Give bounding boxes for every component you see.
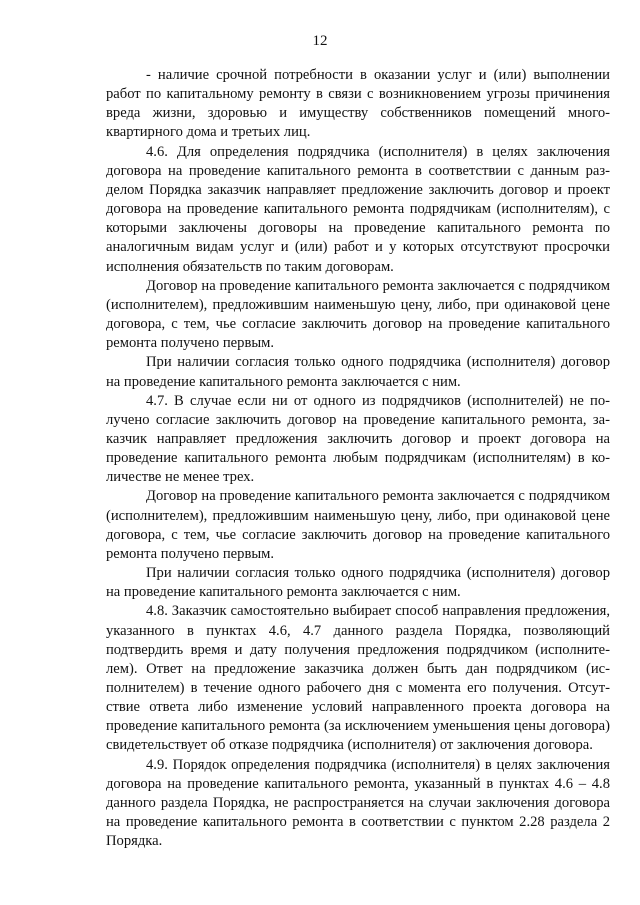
paragraph-4-7: 4.7. В случае если ни от одного из подрядчиков (исполнителей) не получено согласие заключить договор на проведение капитального ремонта, заказчик направляет предложения заключить договор и проект договора на проведение капитального ремонта любым подрядчикам (исполнителям) в количестве не менее трех. [106,392,610,486]
paragraph-4-6: 4.6. Для определения подрядчика (исполнителя) в целях заключения договора на проведение капитального ремонта в соответствии с данным разделом Порядка заказчик направляет предложение заключить договор и проект договора на проведение капитального ремонта подрядчикам (исполнителям), с которыми заключены договоры на проведение капитального ремонта по аналогичным видам услуг и (или) работ и у которых отсутствуют просрочки исполнения обязательств по таким договорам. [106,143,610,275]
paragraph-4-7-single-consent: При наличии согласия только одного подрядчика (исполнителя) договор на проведение капитального ремонта заключается с ним. [106,565,610,601]
paragraph-4-9: 4.9. Порядок определения подрядчика (исполнителя) в целях заключения договора на проведение капитального ремонта, указанный в пунктах 4.6 – 4.8 данного раздела Порядка, не распространяется на случаи заключения договора на проведение капитального ремонта в соответствии с пунктом 2.28 раздела 2 Порядка. [106,756,610,850]
paragraph-4-7-contract: Договор на проведение капитального ремонта заключается с подрядчиком (исполнителем), предложившим наименьшую цену, либо, при одинаковой цене договора, с тем, чье согласие заключить договор на проведение капитального ремонта получено первым. [106,488,610,562]
paragraph-4-6-single-consent: При наличии согласия только одного подрядчика (исполнителя) договор на проведение капитального ремонта заключается с ним. [106,354,610,390]
page-number: 12 [312,33,328,49]
document-body [106,66,610,851]
paragraph-4-8: 4.8. Заказчик самостоятельно выбирает способ направления предложения, указанного в пунктах 4.6, 4.7 данного раздела Порядка, позволяющий подтвердить время и дату получения предложения подрядчиком (исполнителем). Ответ на предложение заказчика должен быть дан подрядчиком (исполнителем) в течение одного рабочего дня с момента его получения. Отсутствие ответа либо изменение условий направленного проекта договора на проведение капитального ремонта (за исключением уменьшения цены договора) свидетельствует об отказе подрядчика (исполнителя) от заключения договора. [106,603,610,754]
paragraph-urgent-need: - наличие срочной потребности в оказании услуг и (или) выполнении работ по капитальному ремонту в связи с возникновением угрозы причинения вреда жизни, здоровью и имуществу собственников помещений многоквартирного дома и третьих лиц. [106,67,610,141]
paragraph-4-6-contract: Договор на проведение капитального ремонта заключается с подрядчиком (исполнителем), предложившим наименьшую цену, либо, при одинаковой цене договора, с тем, чье согласие заключить договор на проведение капитального ремонта получено первым. [106,277,610,352]
